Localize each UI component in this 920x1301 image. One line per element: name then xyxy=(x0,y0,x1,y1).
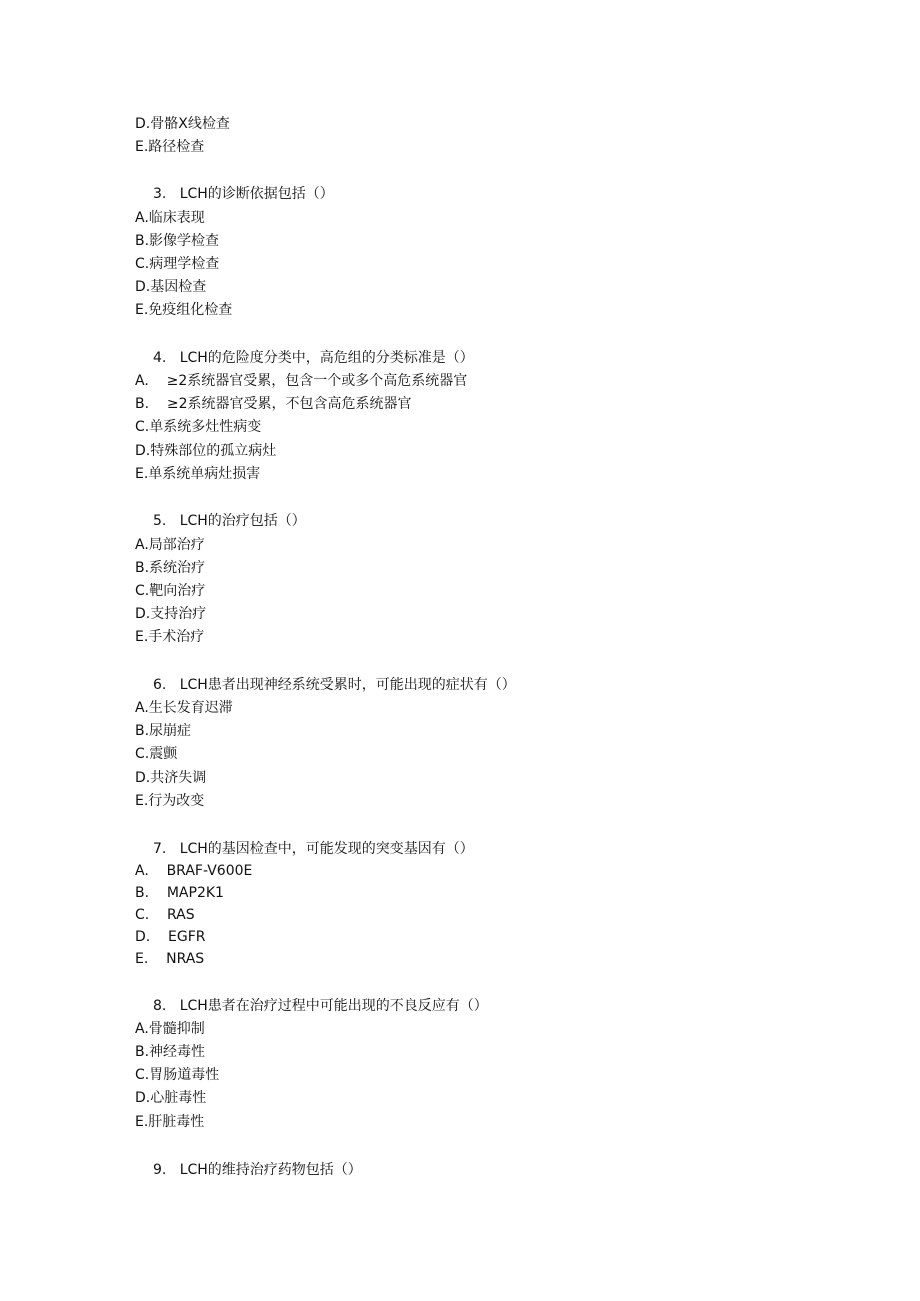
option-line: C.病理学检查 xyxy=(135,256,220,272)
option-line: C.胃肠道毒性 xyxy=(135,1067,220,1083)
option-line: A.骨髓抑制 xyxy=(135,1021,205,1037)
option-line: E.行为改变 xyxy=(135,793,205,809)
option-line: C.单系统多灶性病变 xyxy=(135,419,262,435)
option-line: B. ≥2系统器官受累，不包含高危系统器官 xyxy=(135,396,412,412)
question-line: 8. LCH患者在治疗过程中可能出现的不良反应有（） xyxy=(153,998,488,1014)
question-line: 7. LCH的基因检查中，可能发现的突变基因有（） xyxy=(153,841,474,857)
question-line: 6. LCH患者出现神经系统受累时，可能出现的症状有（） xyxy=(153,677,516,693)
option-line: D.特殊部位的孤立病灶 xyxy=(135,443,277,459)
option-line: B.尿崩症 xyxy=(135,723,192,739)
option-line: D. EGFR xyxy=(135,929,206,945)
option-line: B.系统治疗 xyxy=(135,560,206,576)
option-line: E.肝脏毒性 xyxy=(135,1114,205,1130)
option-line: A.生长发育迟滞 xyxy=(135,700,233,716)
question-line: 3. LCH的诊断依据包括（） xyxy=(153,186,334,202)
option-line: E.单系统单病灶损害 xyxy=(135,466,261,482)
option-line: B. MAP2K1 xyxy=(135,885,224,901)
option-line: B.影像学检查 xyxy=(135,233,220,249)
option-line: D.共济失调 xyxy=(135,770,207,786)
question-line: 4. LCH的危险度分类中，高危组的分类标准是（） xyxy=(153,350,474,366)
option-line: D.骨骼X线检查 xyxy=(135,116,230,132)
option-line: C. RAS xyxy=(135,907,195,923)
option-line: A.临床表现 xyxy=(135,210,205,226)
option-line: B.神经毒性 xyxy=(135,1044,206,1060)
option-line: D.基因检查 xyxy=(135,279,207,295)
question-line: 5. LCH的治疗包括（） xyxy=(153,513,306,529)
option-line: E. NRAS xyxy=(135,951,205,967)
option-line: A. ≥2系统器官受累，包含一个或多个高危系统器官 xyxy=(135,373,468,389)
option-line: C.靶向治疗 xyxy=(135,583,206,599)
option-line: E.免疫组化检查 xyxy=(135,302,233,318)
option-line: E.路径检查 xyxy=(135,139,205,155)
question-line: 9. LCH的维持治疗药物包括（） xyxy=(153,1162,362,1178)
option-line: A.局部治疗 xyxy=(135,537,205,553)
option-line: D.心脏毒性 xyxy=(135,1090,207,1106)
option-line: A. BRAF-V600E xyxy=(135,863,253,879)
option-line: C.震颤 xyxy=(135,746,178,762)
option-line: D.支持治疗 xyxy=(135,606,207,622)
option-line: E.手术治疗 xyxy=(135,629,205,645)
